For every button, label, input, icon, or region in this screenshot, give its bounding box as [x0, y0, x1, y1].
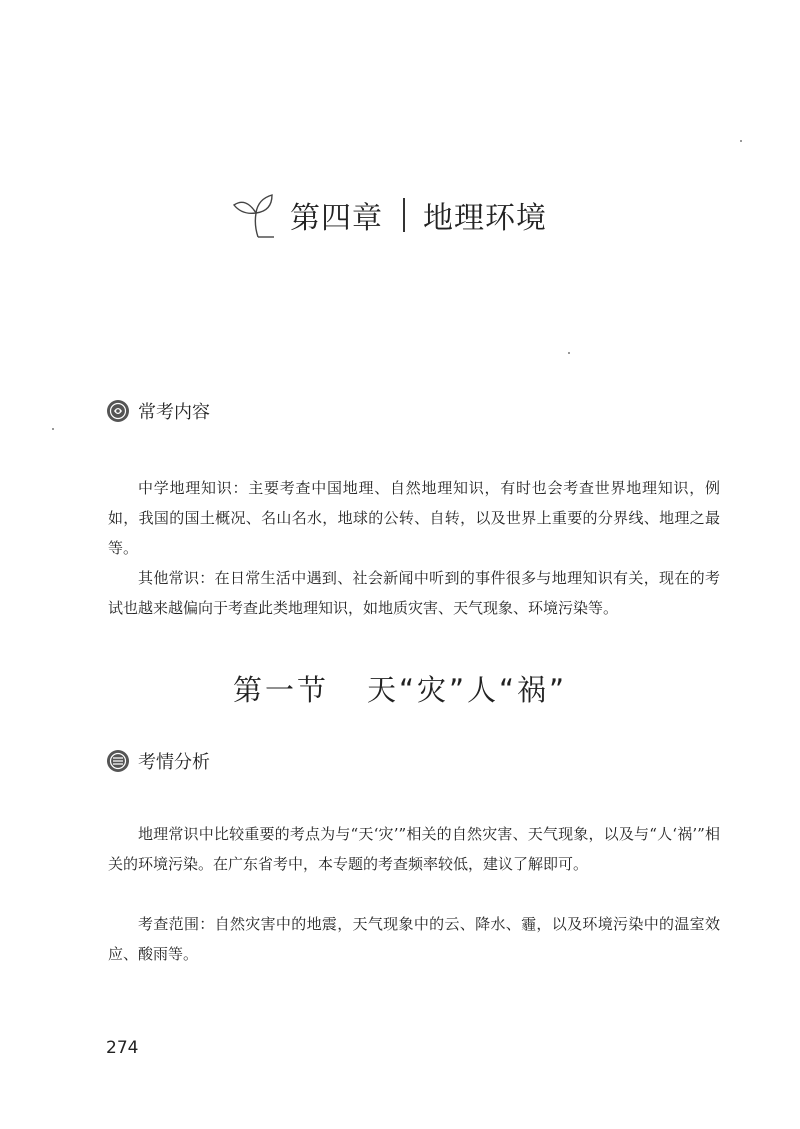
common-content-heading — [106, 398, 210, 424]
scan-speck — [568, 352, 570, 354]
chapter-title — [228, 180, 547, 250]
chapter-name: 地理环境 — [423, 201, 547, 236]
common-content-heading-text: 常考内容 — [138, 402, 210, 423]
analysis-heading-text: 考情分析 — [138, 752, 210, 773]
scan-speck — [52, 428, 54, 430]
paragraph-other-knowledge: 其他常识：在日常生活中遇到、社会新闻中听到的事件很多与地理知识有关，现在的考试也越来越偏向于考查此类地理知识，如地质灾害、天气现象、环境污染等。 — [108, 569, 720, 617]
section-number: 第一节 — [232, 673, 329, 707]
decorative-badge-icon — [106, 399, 130, 423]
paragraph-key-points: 地理常识中比较重要的考点为与“天‘灾’”相关的自然灾害、天气现象，以及与“人‘祸’”相关的环境污染。在广东省考中，本专题的考查频率较低，建议了解即可。 — [108, 825, 720, 873]
decorative-badge-icon — [106, 749, 130, 773]
page-number: 274 — [106, 1038, 139, 1058]
paragraph-middle-school-geography: 中学地理知识：主要考查中国地理、自然地理知识，有时也会考查世界地理知识，例如，我国的国土概况、名山名水，地球的公转、自转，以及世界上重要的分界线、地理之最等。 — [108, 479, 720, 557]
chapter-number: 第四章 — [290, 201, 383, 236]
analysis-heading — [106, 748, 210, 774]
section-title — [0, 668, 800, 709]
section-name: 天“灾”人“祸” — [366, 673, 568, 707]
sprout-icon — [228, 185, 286, 241]
chapter-divider — [403, 198, 405, 232]
scan-speck — [740, 140, 742, 142]
paragraph-exam-scope: 考查范围：自然灾害中的地震，天气现象中的云、降水、霾，以及环境污染中的温室效应、酸雨等。 — [108, 915, 720, 963]
